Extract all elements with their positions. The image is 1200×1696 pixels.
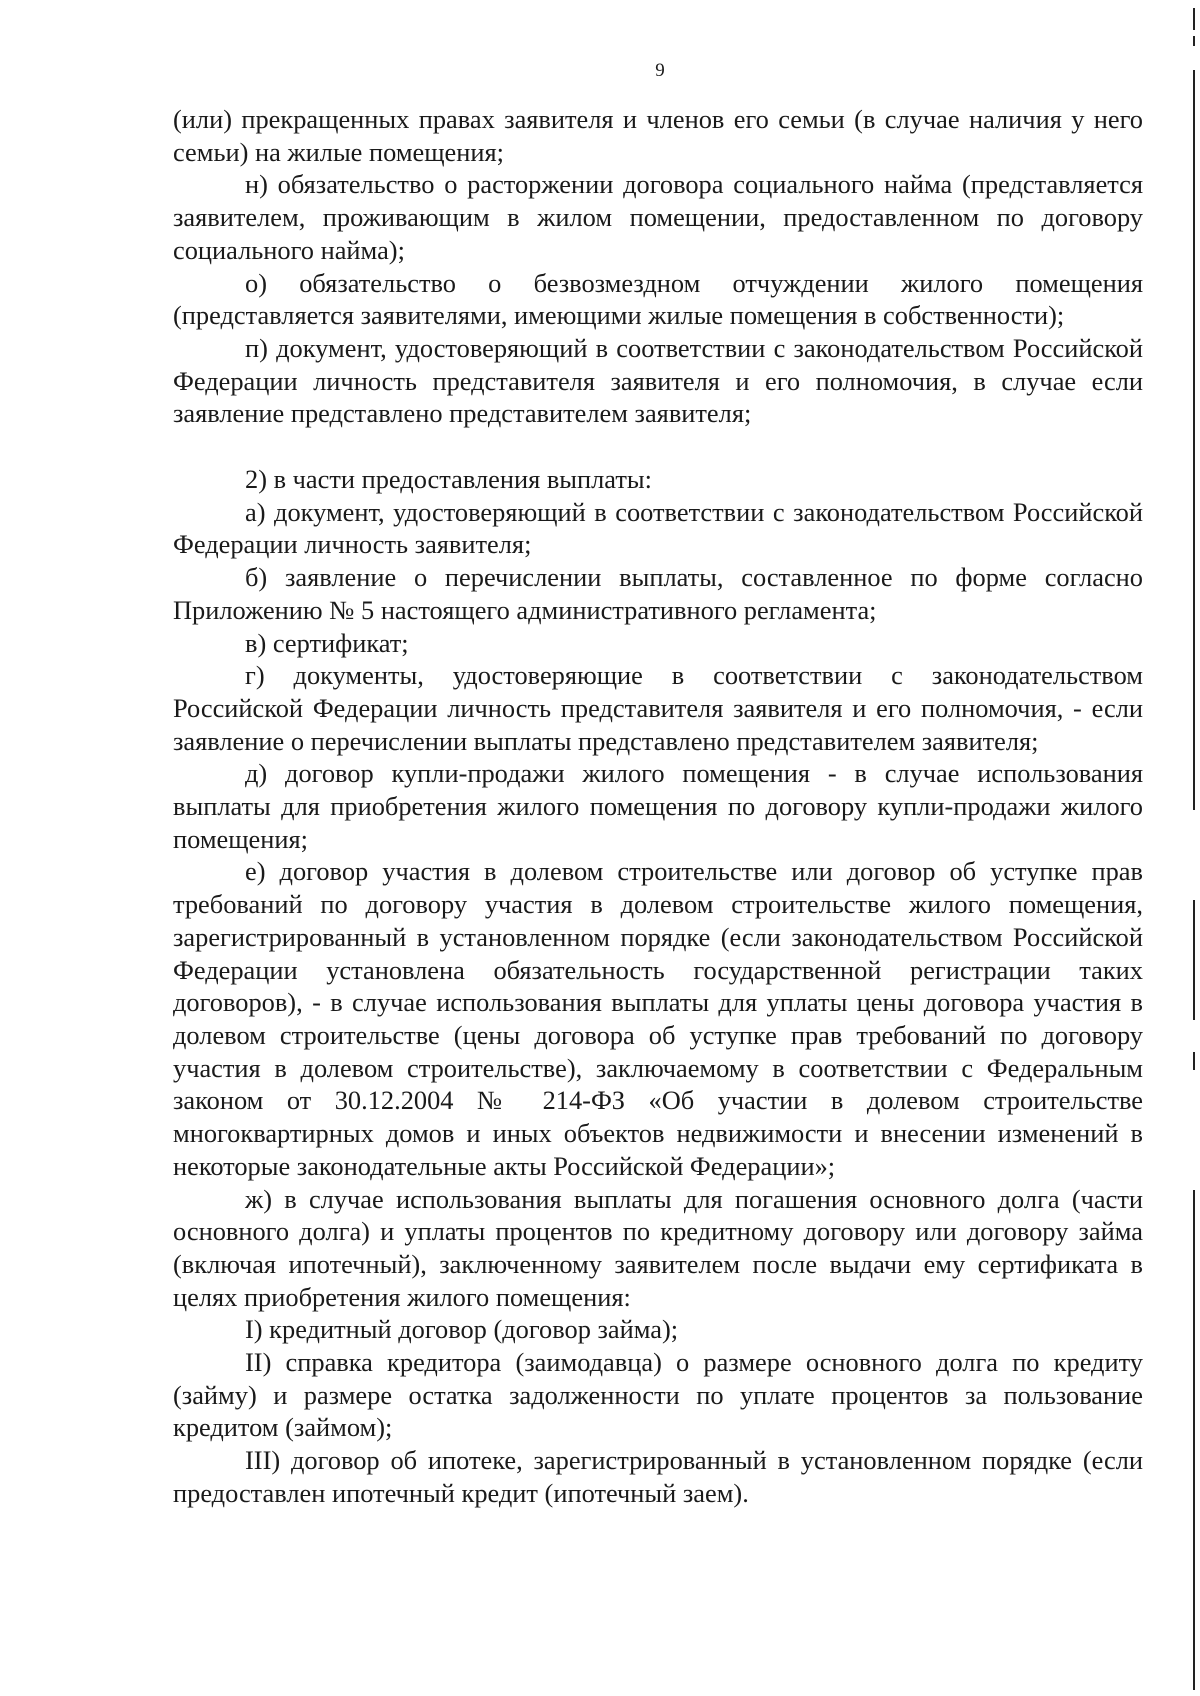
scan-edge-line	[1193, 1190, 1195, 1690]
subitem-2: II) справка кредитора (заимодавца) о размере основного долга по кредиту (займу) и размере остатка задолженности по уплате процентов за пользование кредитом (займом);	[173, 1347, 1143, 1443]
section-2-heading: 2) в части предоставления выплаты:	[245, 464, 652, 495]
paragraph-spacer	[173, 430, 1143, 463]
item-a: а) документ, удостоверяющий в соответствии с законодательством Российской Федерации личность заявителя;	[173, 496, 1143, 560]
item-d: д) договор купли-продажи жилого помещения - в случае использования выплаты для приобретения жилого помещения по договору купли-продажи жилого помещения;	[173, 758, 1143, 854]
item-n: н) обязательство о расторжении договора социального найма (представляется заявителем, проживающим в жилом помещении, предоставленном по договору социального найма);	[173, 169, 1143, 265]
item-e: е) договор участия в долевом строительстве или договор об уступке прав требований по договору участия в долевом строительстве жилого помещения, зарегистрированный в установленном порядке (если законодательством Российской Федерации установлена обязательность государственной регистрации таких договоров), - в случае использования выплаты для уплаты цены договора участия в долевом строительстве (цены договора об уступке прав требований по договору участия в долевом строительстве), заключаемому в соответствии с Федеральным законом от 30.12.2004 № 214-ФЗ «Об участии в долевом строительстве многоквартирных домов и иных объектов недвижимости и внесении изменений в некоторые законодательные акты Российской Федерации»;	[173, 856, 1143, 1181]
scan-edge-mark	[1193, 1052, 1195, 1070]
subitem-3: III) договор об ипотеке, зарегистрированный в установленном порядке (если предоставлен ипотечный кредит (ипотечный заем).	[173, 1445, 1143, 1508]
document-body	[173, 103, 1143, 1510]
scan-edge-line	[1193, 900, 1195, 1020]
item-b: б) заявление о перечислении выплаты, составленное по форме согласно Приложению № 5 настоящего административного регламента;	[173, 562, 1143, 625]
scan-edge-line	[1193, 70, 1195, 810]
page-number: 9	[655, 60, 665, 81]
item-g: г) документы, удостоверяющие в соответствии с законодательством Российской Федерации личность представителя заявителя и его полномочия, - если заявление о перечислении выплаты представлено представителем заявителя;	[173, 660, 1143, 756]
item-o: о) обязательство о безвозмездном отчуждении жилого помещения (представляется заявителями, имеющими жилые помещения в собственности);	[173, 267, 1143, 331]
paragraph-continuation: (или) прекращенных правах заявителя и членов его семьи (в случае наличия у него семьи) на жилые помещения;	[173, 104, 1143, 167]
item-zh: ж) в случае использования выплаты для погашения основного долга (части основного долга) и уплаты процентов по кредитному договору или договору займа (включая ипотечный), заключенному заявителем после выдачи ему сертификата в целях приобретения жилого помещения:	[173, 1183, 1143, 1312]
scan-edge-mark	[1193, 8, 1195, 30]
subitem-1: I) кредитный договор (договор займа);	[245, 1314, 679, 1345]
item-p: п) документ, удостоверяющий в соответствии с законодательством Российской Федерации личность представителя заявителя и его полномочия, в случае если заявление представлено представителем заявителя;	[173, 332, 1143, 429]
item-v: в) сертификат;	[245, 627, 409, 658]
scan-edge-mark	[1193, 36, 1195, 46]
